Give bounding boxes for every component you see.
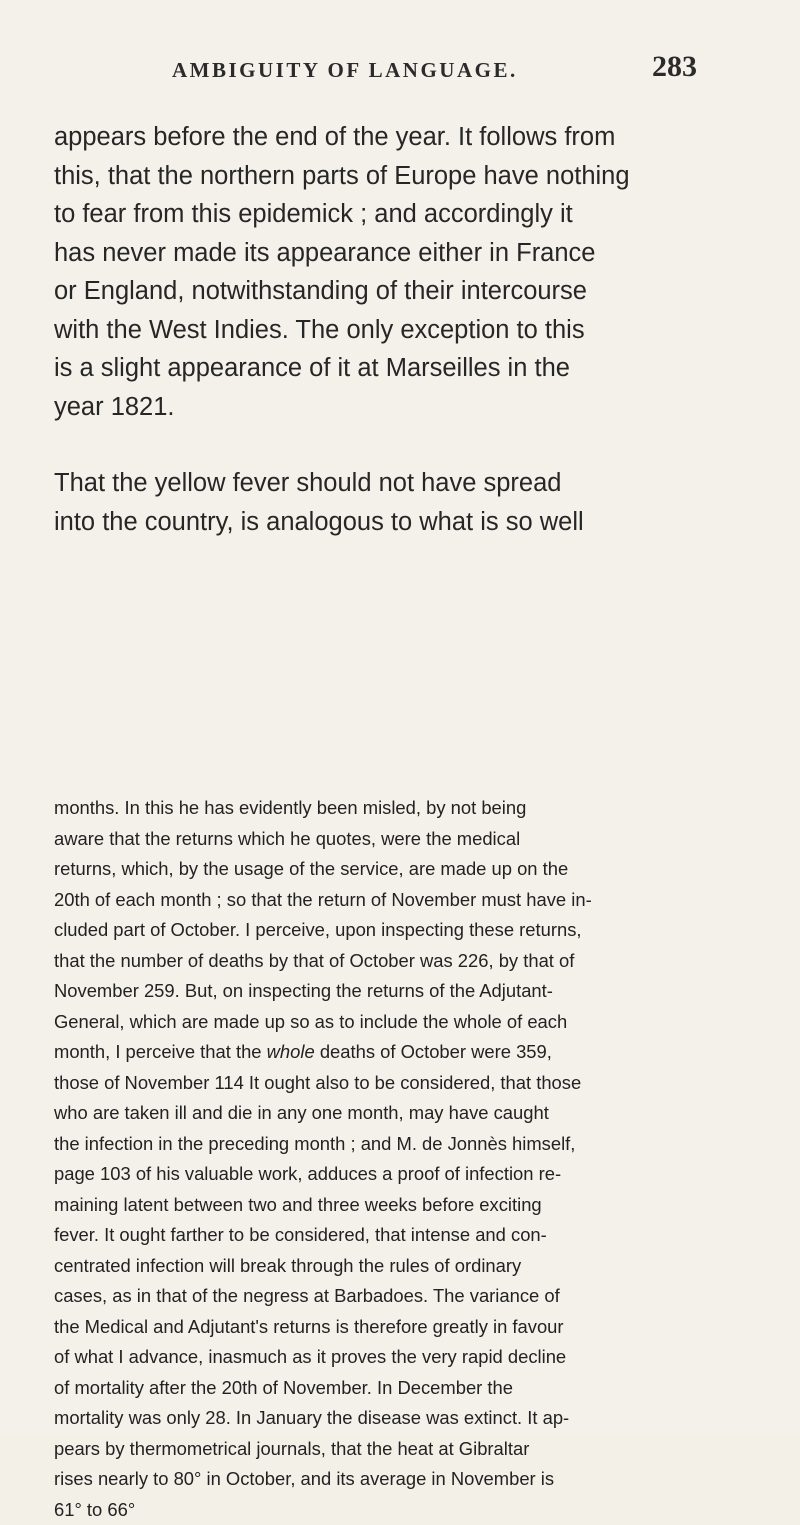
footnote-line: [54, 1037, 766, 1068]
footnote-line: of mortality after the 20th of November. In December the: [54, 1373, 766, 1404]
footnote-line: aware that the returns which he quotes, were the medical: [54, 824, 766, 855]
running-head: AMBIGUITY OF LANGUAGE.: [172, 58, 518, 83]
text-line: year 1821.: [54, 388, 762, 427]
footnote-line: pears by thermometrical journals, that the heat at Gibraltar: [54, 1434, 766, 1465]
footnote-line: General, which are made up so as to include the whole of each: [54, 1007, 766, 1038]
footnote-line: 61° to 66°: [54, 1495, 766, 1525]
page-number: 283: [652, 50, 697, 84]
footnote-line: centrated infection will break through the rules of ordinary: [54, 1251, 766, 1282]
footnote-text: deaths of October were 359,: [315, 1041, 552, 1062]
footnote-line: of what I advance, inasmuch as it proves the very rapid decline: [54, 1342, 766, 1373]
footnote-line: 20th of each month ; so that the return of November must have in-: [54, 885, 766, 916]
text-line: is a slight appearance of it at Marseilles in the: [54, 349, 762, 388]
footnote-line: rises nearly to 80° in October, and its average in November is: [54, 1464, 766, 1495]
text-line: has never made its appearance either in France: [54, 234, 762, 273]
footnote-line: who are taken ill and die in any one month, may have caught: [54, 1098, 766, 1129]
footnote-line: the infection in the preceding month ; and M. de Jonnès himself,: [54, 1129, 766, 1160]
body-text: [54, 118, 762, 541]
footnote-line: maining latent between two and three weeks before exciting: [54, 1190, 766, 1221]
footnote-line: months. In this he has evidently been misled, by not being: [54, 793, 766, 824]
footnote-line: November 259. But, on inspecting the returns of the Adjutant-: [54, 976, 766, 1007]
text-line: with the West Indies. The only exception to this: [54, 311, 762, 350]
text-line: to fear from this epidemick ; and accordingly it: [54, 195, 762, 234]
emphasis-whole: whole: [267, 1041, 315, 1062]
footnote-text: month, I perceive that the: [54, 1041, 267, 1062]
footnote-line: cases, as in that of the negress at Barbadoes. The variance of: [54, 1281, 766, 1312]
footnote-line: that the number of deaths by that of October was 226, by that of: [54, 946, 766, 977]
footnote-line: page 103 of his valuable work, adduces a proof of infection re-: [54, 1159, 766, 1190]
text-line: appears before the end of the year. It follows from: [54, 118, 762, 157]
footnote: [54, 793, 766, 1525]
text-line: That the yellow fever should not have spread: [54, 464, 762, 503]
footnote-line: mortality was only 28. In January the disease was extinct. It ap-: [54, 1403, 766, 1434]
text-line: this, that the northern parts of Europe have nothing: [54, 157, 762, 196]
paragraph-2: [54, 464, 762, 541]
footnote-line: cluded part of October. I perceive, upon inspecting these returns,: [54, 915, 766, 946]
footnote-line: those of November 114 It ought also to be considered, that those: [54, 1068, 766, 1099]
footnote-line: returns, which, by the usage of the service, are made up on the: [54, 854, 766, 885]
text-line: into the country, is analogous to what is so well: [54, 503, 762, 542]
footnote-line: the Medical and Adjutant's returns is therefore greatly in favour: [54, 1312, 766, 1343]
footnote-line: fever. It ought farther to be considered, that intense and con-: [54, 1220, 766, 1251]
page-header: [0, 48, 800, 88]
text-line: or England, notwithstanding of their intercourse: [54, 272, 762, 311]
paragraph-1: [54, 118, 762, 426]
